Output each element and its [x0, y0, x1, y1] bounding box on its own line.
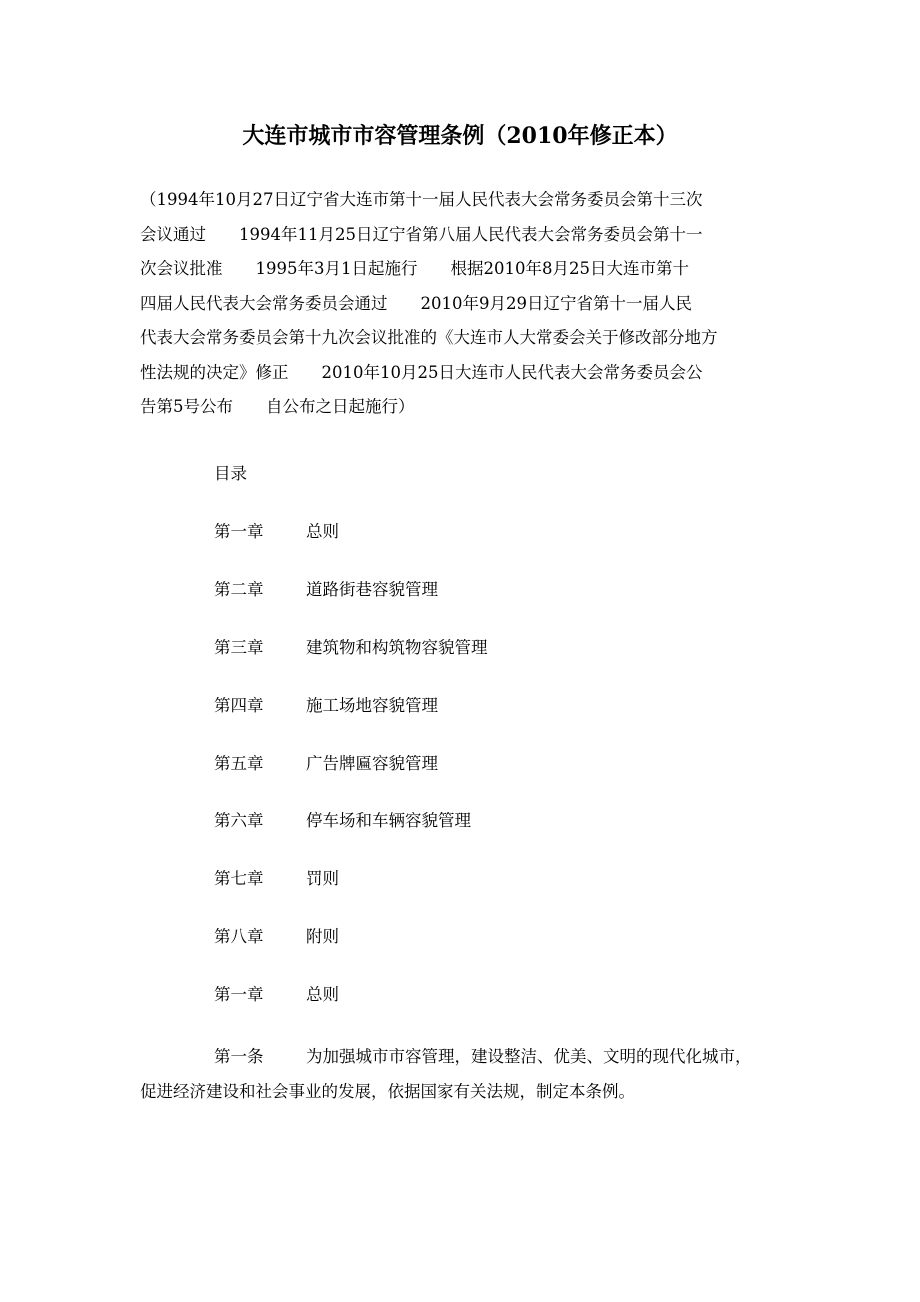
- toc-item: [214, 750, 488, 808]
- article-text-line2: 促进经济建设和社会事业的发展，依据国家有关法规，制定本条例。: [140, 1081, 635, 1101]
- preamble-line: 告第5号公布 自公布之日起施行）: [140, 397, 415, 416]
- preamble-line: 性法规的决定》修正 2010年10月25日大连市人民代表大会常务委员会公: [140, 362, 703, 382]
- preamble-line: 次会议批准 1995年3月1日起施行 根据2010年8月25日大连市第十: [140, 259, 689, 278]
- article-text-line1: 为加强城市市容管理，建设整洁、优美、文明的现代化城市，: [306, 1047, 752, 1066]
- preamble-line: 代表大会常务委员会第十九次会议批准的《大连市人大常委会关于修改部分地方: [140, 328, 718, 347]
- toc-chapter-title: 建筑物和构筑物容貌管理: [306, 637, 488, 657]
- toc-item: [214, 865, 488, 923]
- toc-chapter-number: 第三章: [214, 637, 264, 657]
- toc-chapter-title: 广告牌匾容貌管理: [306, 753, 438, 773]
- toc-chapter-title: 罚则: [306, 869, 339, 889]
- toc-item: [214, 807, 488, 865]
- article-line: [140, 1039, 790, 1074]
- toc-chapter-title: 停车场和车辆容貌管理: [306, 811, 471, 831]
- preamble-line: （1994年10月27日辽宁省大连市第十一届人民代表大会常务委员会第十三次: [140, 190, 703, 209]
- toc-chapter-number: 第一章: [214, 522, 264, 541]
- toc-chapter-title: 施工场地容貌管理: [306, 695, 438, 715]
- article-number: 第一条: [214, 1047, 264, 1066]
- toc-chapter-number: 第二章: [214, 579, 264, 599]
- toc-chapter-number: 第五章: [214, 753, 264, 773]
- toc-item: [214, 576, 488, 634]
- toc-chapter-title: 附则: [306, 927, 339, 947]
- toc-heading: 目录: [214, 464, 247, 483]
- preamble-line: 会议通过 1994年11月25日辽宁省第八届人民代表大会常务委员会第十一: [140, 224, 703, 244]
- preamble: [140, 183, 790, 425]
- toc-chapter-number: 第六章: [214, 811, 264, 831]
- toc-item: [214, 692, 488, 750]
- toc-item: [214, 518, 488, 576]
- preamble-line: 四届人民代表大会常务委员会通过 2010年9月29日辽宁省第十一届人民: [140, 293, 692, 313]
- chapter-title: 总则: [306, 985, 339, 1004]
- toc-chapter-number: 第八章: [214, 927, 264, 947]
- toc-chapter-number: 第七章: [214, 869, 264, 889]
- toc-item: [214, 634, 488, 692]
- toc-item: [214, 923, 488, 981]
- toc-chapter-number: 第四章: [214, 695, 264, 715]
- toc-chapter-title: 总则: [306, 522, 339, 541]
- article-paragraph: [140, 1039, 790, 1108]
- chapter-number: 第一章: [214, 985, 264, 1004]
- table-of-contents: [214, 518, 488, 981]
- toc-chapter-title: 道路街巷容貌管理: [306, 579, 438, 599]
- document-title: 大连市城市市容管理条例（2010年修正本）: [242, 123, 678, 149]
- chapter-heading: [214, 981, 339, 1009]
